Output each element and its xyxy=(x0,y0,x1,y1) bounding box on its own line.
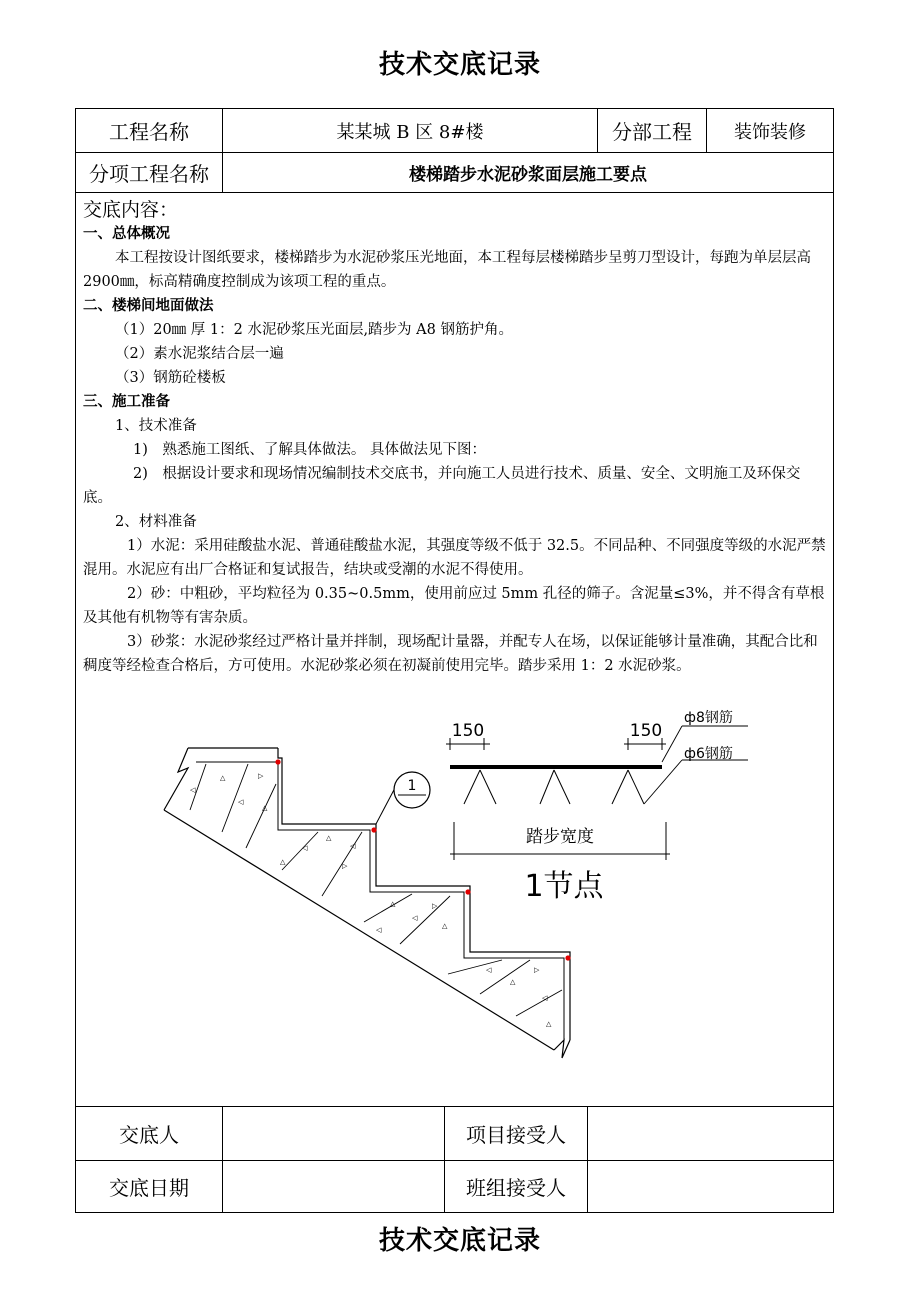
svg-text:◁: ◁ xyxy=(302,844,308,852)
document-title-next-page: 技术交底记录 xyxy=(378,1226,541,1256)
rebar-dot xyxy=(565,955,570,960)
list-item: 1）水泥：采用硅酸盐水泥、普通硅酸盐水泥，其强度等级不低于 32.5。不同品种、不同强度等级的水泥严禁混用。水泥应有出厂合格证和复试报告，结块或受潮的水泥不得使用。 xyxy=(83,538,826,578)
svg-text:△: △ xyxy=(326,834,332,842)
document-title: 技术交底记录 xyxy=(378,50,541,80)
list-item: 3）砂浆：水泥砂浆经过严格计量并拌制，现场配计量器，并配专人在场，以保证能够计量准确，其配合比和稠度等经检查合格后，方可使用。水泥砂浆必须在初凝前使用完毕。踏步采用 1：2 水泥砂浆。 xyxy=(83,634,818,674)
tread-width-label: 踏步宽度 xyxy=(526,827,594,847)
svg-text:◁: ◁ xyxy=(542,994,548,1002)
project-name-value: 某某城 B 区 8#楼 xyxy=(336,121,484,143)
svg-text:▷: ▷ xyxy=(534,966,540,974)
dim-left-label: 150 xyxy=(451,721,485,741)
division-label: 分部工程 xyxy=(612,120,692,144)
list-item: 1) 熟悉施工图纸、了解具体做法。 具体做法见下图： xyxy=(133,442,486,458)
break-symbol xyxy=(164,748,188,810)
list-item: 2）砂：中粗砂，平均粒径为 0.35~0.5mm，使用前应过 5mm 孔径的筛子。含泥量≤3%，并不得含有草根及其他有机物等有害杂质。 xyxy=(83,586,825,626)
briefing-content xyxy=(83,198,828,678)
break-symbol xyxy=(554,1040,570,1058)
svg-text:△: △ xyxy=(280,858,286,866)
section-paragraph: 本工程按设计图纸要求，楼梯踏步为水泥砂浆压光地面，本工程每层楼梯踏步呈剪刀型设计，每跑为单层层高 2900㎜，标高精确度控制成为该项工程的重点。 xyxy=(83,250,811,290)
svg-text:▷: ▷ xyxy=(432,902,438,910)
svg-text:△: △ xyxy=(442,922,448,930)
intro-label: 交底内容： xyxy=(83,199,179,221)
list-item: （1）20㎜ 厚 1：2 水泥砂浆压光面层,踏步为 A8 钢筋护角。 xyxy=(115,322,513,338)
svg-text:▷: ▷ xyxy=(258,772,264,780)
rebar-phi6-label: ф6钢筋 xyxy=(684,746,733,762)
subsection-title: 1、技术准备 xyxy=(115,418,197,434)
slab-bottom-line xyxy=(164,810,554,1050)
presenter-value[interactable] xyxy=(223,1107,444,1160)
svg-text:△: △ xyxy=(220,774,226,782)
svg-text:△: △ xyxy=(262,804,268,812)
svg-text:◁: ◁ xyxy=(376,926,382,934)
presenter-label: 交底人 xyxy=(119,1123,179,1147)
svg-text:◁: ◁ xyxy=(350,842,356,850)
rebar-phi8-label: ф8钢筋 xyxy=(684,710,733,726)
list-item: 2) 根据设计要求和现场情况编制技术交底书，并向施工人员进行技术、质量、安全、文明施工及环保交底。 xyxy=(83,466,801,506)
list-item: （3）钢筋砼楼板 xyxy=(115,370,226,386)
section-title: 二、楼梯间地面做法 xyxy=(83,297,214,314)
svg-text:◁: ◁ xyxy=(412,914,418,922)
svg-text:△: △ xyxy=(510,978,516,986)
aggregate-marks xyxy=(190,772,552,1028)
hatch-lines xyxy=(190,764,562,1016)
date-value[interactable] xyxy=(223,1161,444,1212)
team-receiver-label: 班组接受人 xyxy=(466,1176,566,1200)
callout-leader xyxy=(376,786,396,824)
svg-text:△: △ xyxy=(390,900,396,908)
subsection-title: 2、材料准备 xyxy=(115,514,197,530)
row-divider xyxy=(75,192,834,193)
section-title: 三、施工准备 xyxy=(83,393,170,410)
division-value: 装饰装修 xyxy=(734,121,806,143)
section-title: 一、总体概况 xyxy=(83,225,170,242)
rebar-dot xyxy=(465,889,470,894)
rebar-dot xyxy=(371,827,376,832)
subitem-label: 分项工程名称 xyxy=(89,162,209,186)
dim-right-label: 150 xyxy=(629,721,663,741)
project-name-label: 工程名称 xyxy=(109,120,189,144)
team-receiver-value[interactable] xyxy=(588,1161,833,1212)
svg-text:◁: ◁ xyxy=(238,798,244,806)
date-label: 交底日期 xyxy=(109,1176,189,1200)
stair-detail-drawing xyxy=(150,700,770,1070)
receiver-value[interactable] xyxy=(588,1107,833,1160)
list-item: （2）素水泥浆结合层一遍 xyxy=(115,346,284,362)
rebar-legs xyxy=(464,770,644,804)
node-label: 1节点 xyxy=(524,869,604,904)
callout-number: 1 xyxy=(407,778,417,794)
subitem-value: 楼梯踏步水泥砂浆面层施工要点 xyxy=(409,165,647,185)
receiver-label: 项目接受人 xyxy=(466,1123,566,1147)
svg-text:▷: ▷ xyxy=(342,862,348,870)
stair-inner-profile xyxy=(196,762,564,1040)
svg-text:△: △ xyxy=(546,1020,552,1028)
svg-text:◁: ◁ xyxy=(190,786,196,794)
svg-text:◁: ◁ xyxy=(486,966,492,974)
rebar-dot xyxy=(275,759,280,764)
